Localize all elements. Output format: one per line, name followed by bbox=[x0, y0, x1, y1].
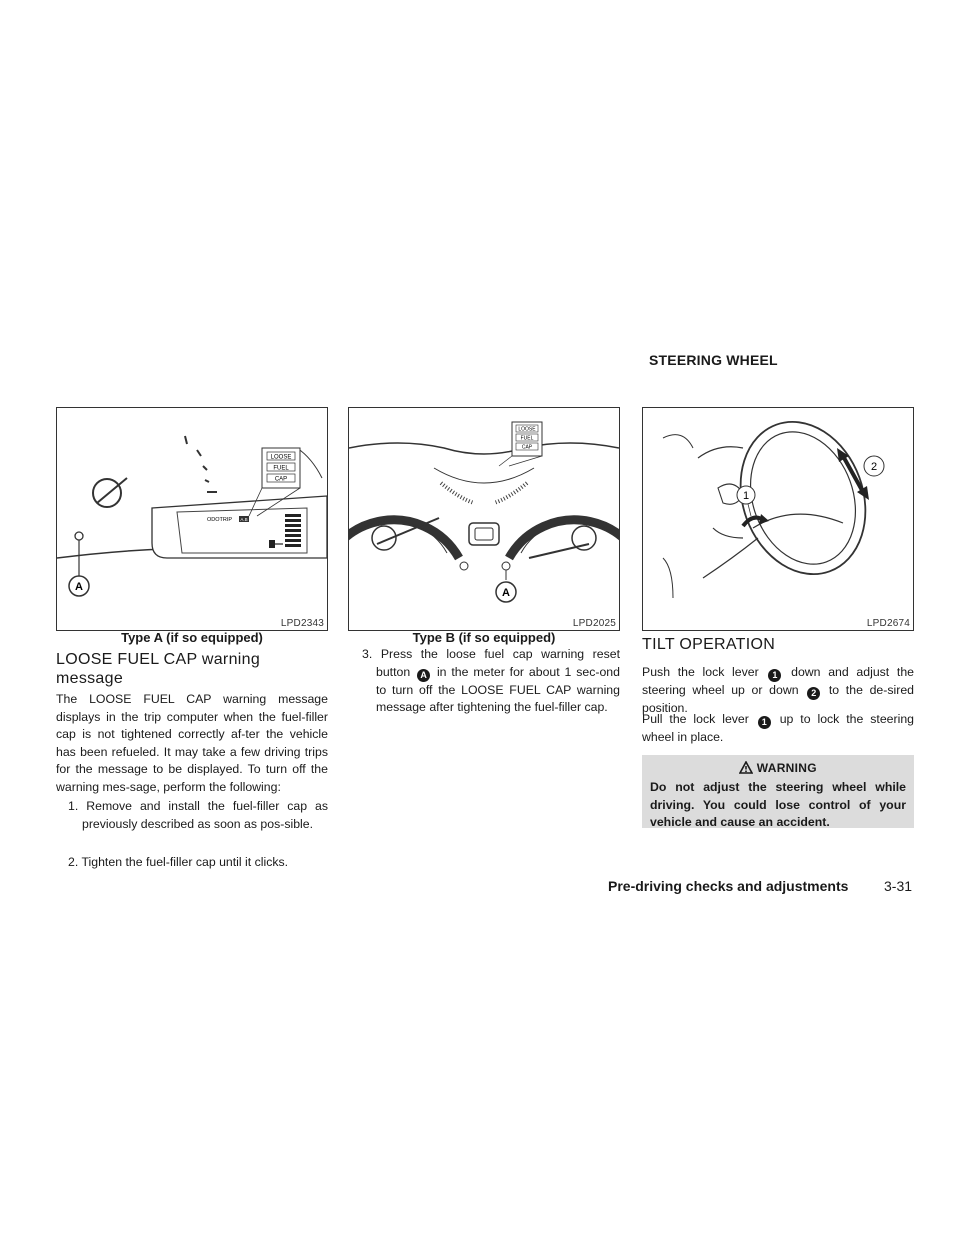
figure-code: LPD2025 bbox=[572, 618, 616, 629]
figure-caption-a: Type A (if so equipped) bbox=[121, 630, 263, 645]
steering-wheel-tilt-illustration bbox=[643, 408, 913, 630]
loose-label: LOOSE bbox=[518, 426, 536, 433]
step-number: 2. bbox=[68, 855, 79, 869]
tilt-p1-pre: Push the lock lever bbox=[642, 665, 759, 679]
fuel-label: FUEL bbox=[273, 465, 289, 472]
figure-code: LPD2343 bbox=[280, 618, 324, 629]
tilt-p2-post: up to lock the steering wheel in place. bbox=[642, 712, 914, 744]
figure-type-b bbox=[348, 407, 620, 631]
step-number: 1. bbox=[68, 799, 79, 813]
fuel-label: FUEL bbox=[520, 435, 534, 442]
figure-caption-b: Type B (if so equipped) bbox=[412, 630, 556, 645]
figure-type-a bbox=[56, 407, 328, 631]
step-text-pre: Press the loose fuel cap warning reset button bbox=[376, 647, 620, 679]
tilt-p2-pre: Pull the lock lever bbox=[642, 712, 749, 726]
footer-page-number: 3-31 bbox=[884, 878, 913, 894]
instrument-cluster-type-b-illustration bbox=[349, 408, 619, 630]
fuel-pump-icon bbox=[269, 540, 275, 548]
callout-1-marker: 1 bbox=[768, 669, 781, 682]
step-text: Remove and install the fuel-filler cap as previously described as soon as pos-sible. bbox=[82, 799, 328, 831]
odotrip-label: ODOTRIP bbox=[207, 517, 233, 523]
warning-triangle-icon bbox=[739, 761, 753, 774]
cap-label: CAP bbox=[521, 444, 533, 451]
tilt-p1-mid: down and adjust the steering wheel up or down bbox=[642, 665, 915, 697]
callout-1: 1 bbox=[742, 490, 750, 502]
callout-2-marker: 2 bbox=[807, 687, 820, 700]
tilt-paragraph-2 bbox=[642, 711, 914, 747]
loose-label: LOOSE bbox=[270, 454, 292, 461]
section-title: STEERING WHEEL bbox=[649, 352, 778, 368]
step-text-post: in the meter for about 1 sec-ond to turn off the LOOSE FUEL CAP warning message after tightening the fuel-filler cap. bbox=[376, 664, 620, 714]
loose-fuel-paragraph: The LOOSE FUEL CAP warning message displays in the trip computer when the fuel-filler cap is not tightened correctly af-ter the vehicle has been refueled. It may take a few driving trips for the message to be displayed. To turn off the warning mes-sage, perform the following: bbox=[56, 692, 328, 794]
figure-code: LPD2674 bbox=[866, 618, 910, 629]
step-text: Tighten the fuel-filler cap until it clicks. bbox=[81, 855, 289, 869]
loose-fuel-heading: LOOSE FUEL CAP warning message bbox=[56, 651, 261, 687]
callout-a: A bbox=[75, 581, 83, 593]
step-3 bbox=[356, 646, 620, 717]
callout-a-marker: A bbox=[417, 669, 430, 682]
cap-label: CAP bbox=[274, 476, 288, 483]
callout-a: A bbox=[502, 587, 510, 599]
instrument-cluster-type-a-illustration bbox=[57, 408, 327, 630]
tilt-paragraph-1 bbox=[642, 664, 914, 718]
callout-1-marker: 1 bbox=[758, 716, 771, 729]
tilt-p1-post: to the de-sired position. bbox=[642, 683, 914, 715]
step-number: 3. bbox=[362, 647, 373, 661]
footer-chapter: Pre-driving checks and adjustments bbox=[608, 878, 849, 894]
ab-label: A.B bbox=[240, 517, 248, 522]
callout-2: 2 bbox=[870, 461, 878, 473]
tilt-operation-heading: TILT OPERATION bbox=[642, 636, 776, 653]
step-2 bbox=[62, 854, 348, 872]
warning-title: WARNING bbox=[756, 761, 817, 775]
figure-steering-tilt bbox=[642, 407, 914, 631]
warning-text: Do not adjust the steering wheel while driving. You could lose control of your vehicle and cause an accident. bbox=[650, 780, 906, 829]
warning-box bbox=[642, 755, 914, 828]
step-1 bbox=[62, 798, 328, 833]
warning-header bbox=[642, 755, 914, 775]
